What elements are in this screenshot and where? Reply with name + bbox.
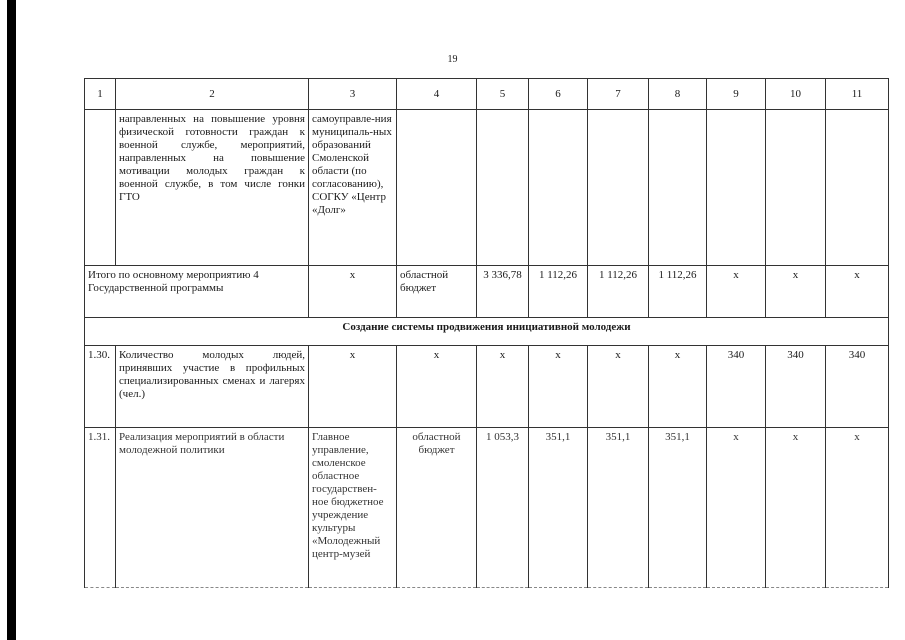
value-cell	[588, 110, 649, 266]
header-cell: 11	[826, 79, 889, 110]
value-cell: 340	[826, 346, 889, 428]
value-cell: х	[707, 428, 766, 588]
header-cell: 9	[707, 79, 766, 110]
value-cell	[826, 110, 889, 266]
row-number-cell: 1.31.	[85, 428, 116, 588]
value-cell	[766, 110, 826, 266]
value-cell: х	[766, 266, 826, 318]
table-header-row	[85, 79, 889, 110]
value-cell: х	[826, 428, 889, 588]
header-cell: 10	[766, 79, 826, 110]
event-description-cell: Реализация мероприятий в области молодежной политики	[116, 428, 309, 588]
budget-table	[84, 78, 889, 588]
header-cell: 2	[116, 79, 309, 110]
value-cell: х	[529, 346, 588, 428]
header-cell: 1	[85, 79, 116, 110]
funding-source-cell: областной бюджет	[397, 428, 477, 588]
value-cell: 1 053,3	[477, 428, 529, 588]
row-number-cell: 1.30.	[85, 346, 116, 428]
header-cell: 7	[588, 79, 649, 110]
executor-cell: самоуправле-ния муниципаль-ных образований Смоленской области (по согласованию), СОГКУ «Центр «Долг»	[309, 110, 397, 266]
value-cell	[707, 110, 766, 266]
table-row	[85, 346, 889, 428]
funding-source-cell: областной бюджет	[397, 266, 477, 318]
row-number-cell	[85, 110, 116, 266]
section-title: Создание системы продвижения инициативной молодежи	[85, 318, 889, 346]
value-cell: 351,1	[529, 428, 588, 588]
value-cell: 1 112,26	[588, 266, 649, 318]
value-cell: 3 336,78	[477, 266, 529, 318]
value-cell	[529, 110, 588, 266]
value-cell: 1 112,26	[529, 266, 588, 318]
table-row-continuation	[85, 110, 889, 266]
total-label-cell: Итого по основному мероприятию 4 Государственной программы	[85, 266, 309, 318]
value-cell: х	[477, 346, 529, 428]
value-cell: 340	[707, 346, 766, 428]
value-cell: х	[588, 346, 649, 428]
value-cell	[649, 110, 707, 266]
executor-cell: Главное управление, смоленское областное государствен-ное бюджетное учреждение культуры «Молодежный центр-музей	[309, 428, 397, 588]
table-row	[85, 428, 889, 588]
value-cell: 351,1	[649, 428, 707, 588]
value-cell: 1 112,26	[649, 266, 707, 318]
value-cell: х	[766, 428, 826, 588]
section-title-row	[85, 318, 889, 346]
header-cell: 4	[397, 79, 477, 110]
event-description-cell: Количество молодых людей, принявших участие в профильных специализированных сменах и лагерях (чел.)	[116, 346, 309, 428]
event-description-cell: направленных на повышение уровня физической готовности граждан к военной службе, мероприятий, направленных на повышение мотивации молодых граждан к военной службе, в том числе гонки ГТО	[116, 110, 309, 266]
value-cell: 340	[766, 346, 826, 428]
header-cell: 8	[649, 79, 707, 110]
value-cell: 351,1	[588, 428, 649, 588]
header-cell: 3	[309, 79, 397, 110]
funding-source-cell	[397, 110, 477, 266]
page-number: 19	[447, 54, 458, 65]
table-row-total	[85, 266, 889, 318]
executor-cell: х	[309, 266, 397, 318]
value-cell	[477, 110, 529, 266]
value-cell: х	[707, 266, 766, 318]
executor-cell: х	[309, 346, 397, 428]
header-cell: 5	[477, 79, 529, 110]
funding-source-cell: х	[397, 346, 477, 428]
value-cell: х	[649, 346, 707, 428]
value-cell: х	[826, 266, 889, 318]
header-cell: 6	[529, 79, 588, 110]
scan-edge-bar	[7, 0, 16, 640]
